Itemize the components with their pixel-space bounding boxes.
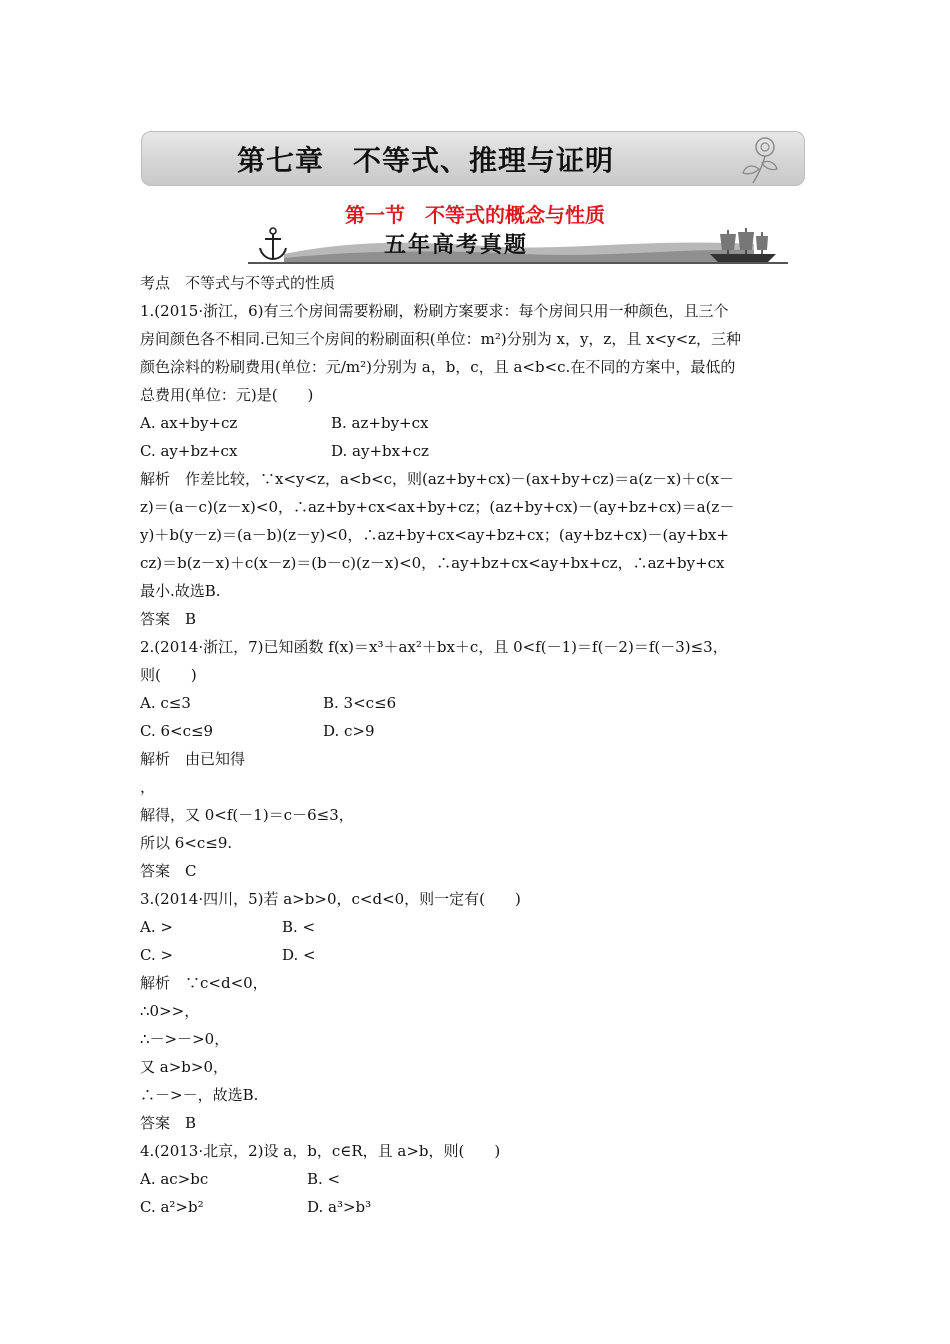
- q1-text-line: 房间颜色各不相同.已知三个房间的粉刷面积(单位：m²)分别为 x，y，z，且 x<y<z，三种: [140, 330, 742, 348]
- q3-solution-line: ∴0>>，: [140, 1002, 200, 1020]
- section-title: 第一节 不等式的概念与性质: [345, 203, 605, 227]
- q3-solution-line: 解析 ∵c<d<0，: [140, 974, 268, 992]
- q3-option-b: B. <: [282, 918, 316, 936]
- q2-text-line: 则( ): [140, 666, 197, 684]
- anchor-icon: [256, 226, 290, 262]
- q4-option-d: D. a³>b³: [307, 1198, 372, 1216]
- q2-option-d: D. c>9: [323, 722, 375, 740]
- q2-option-c: C. 6<c≤9: [140, 722, 214, 740]
- q2-text-line: 2.(2014·浙江，7)已知函数 f(x)＝x³＋ax²＋bx＋c，且 0<f(－1)＝f(－2)＝f(－3)≤3，: [140, 638, 728, 656]
- chapter-title: 第七章 不等式、推理与证明: [237, 144, 615, 177]
- q3-answer: 答案 B: [140, 1114, 197, 1132]
- q4-option-c: C. a²>b²: [140, 1198, 204, 1216]
- q2-option-a: A. c≤3: [140, 694, 191, 712]
- q1-solution-line: y)＋b(y－z)＝(a－b)(z－y)<0，∴az+by+cx<ay+bz+cx；(ay+bz+cx)－(ay+bx+: [140, 526, 729, 544]
- q2-solution-line: 所以 6<c≤9.: [140, 834, 233, 852]
- q3-option-d: D. <: [282, 946, 316, 964]
- flower-decoration-icon: [735, 133, 787, 185]
- q2-answer: 答案 C: [140, 862, 197, 880]
- sub-banner: [248, 226, 788, 266]
- sailing-ship-icon: [706, 226, 780, 264]
- banner-title: 五年高考真题: [384, 233, 529, 258]
- q2-solution-line: ，: [140, 778, 156, 796]
- q1-option-a: A. ax+by+cz: [140, 414, 238, 432]
- q1-option-b: B. az+by+cx: [331, 414, 429, 432]
- q3-solution-line: 又 a>b>0，: [140, 1058, 228, 1076]
- q1-answer: 答案 B: [140, 610, 197, 628]
- chapter-banner: [141, 131, 805, 186]
- q4-text-line: 4.(2013·北京，2)设 a，b，c∈R，且 a>b，则( ): [140, 1142, 501, 1160]
- q2-solution-line: 解析 由已知得: [140, 750, 246, 768]
- q2-solution-line: 解得，又 0<f(－1)＝c－6≤3，: [140, 806, 354, 824]
- q3-text-line: 3.(2014·四川，5)若 a>b>0，c<d<0，则一定有( ): [140, 890, 521, 908]
- q3-option-c: C. >: [140, 946, 174, 964]
- q1-option-c: C. ay+bz+cx: [140, 442, 238, 460]
- q3-solution-line: ∴－>－>0，: [140, 1030, 230, 1048]
- q3-solution-line: ∴－>－，故选B.: [140, 1086, 259, 1104]
- q1-text-line: 总费用(单位：元)是( ): [140, 386, 314, 404]
- q3-option-a: A. >: [140, 918, 173, 936]
- q1-solution-line: cz)＝b(z－x)＋c(x－z)＝(b－c)(z－x)<0，∴ay+bz+cx<ay+bx+cz，∴az+by+cx: [140, 554, 725, 572]
- q1-solution-line: 解析 作差比较，∵x<y<z，a<b<c，则(az+by+cx)－(ax+by+cz)＝a(z－x)＋c(x－: [140, 470, 735, 488]
- q4-option-b: B. <: [307, 1170, 341, 1188]
- q1-text-line: 1.(2015·浙江，6)有三个房间需要粉刷，粉刷方案要求：每个房间只用一种颜色，且三个: [140, 302, 729, 320]
- q2-option-b: B. 3<c≤6: [323, 694, 397, 712]
- topic-heading: 考点 不等式与不等式的性质: [140, 274, 336, 292]
- q1-solution-line: 最小.故选B.: [140, 582, 221, 600]
- q4-option-a: A. ac>bc: [140, 1170, 209, 1188]
- q1-solution-line: z)＝(a－c)(z－x)<0，∴az+by+cx<ax+by+cz；(az+by+cx)－(ay+bz+cx)＝a(z－: [140, 498, 735, 516]
- q1-option-d: D. ay+bx+cz: [331, 442, 429, 460]
- q1-text-line: 颜色涂料的粉刷费用(单位：元/m²)分别为 a，b，c，且 a<b<c.在不同的方案中，最低的: [140, 358, 736, 376]
